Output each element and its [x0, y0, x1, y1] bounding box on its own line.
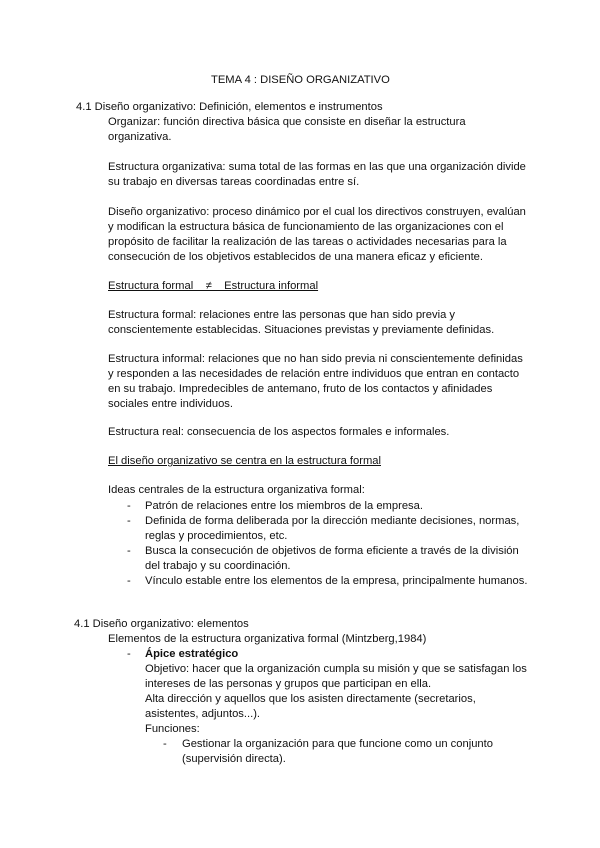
text-line: (supervisión directa).	[182, 753, 286, 765]
text-line: Vínculo estable entre los elementos de la empresa, principalmente humanos.	[145, 575, 528, 587]
text-line: Busca la consecución de objetivos de forma eficiente a través de la división	[145, 545, 519, 557]
text-line: Definida de forma deliberada por la dirección mediante decisiones, normas,	[145, 515, 520, 527]
bullet-dash: -	[127, 545, 131, 557]
text-line: organizativa.	[108, 131, 172, 143]
bullet-dash: -	[127, 500, 131, 512]
text-line: Objetivo: hacer que la organización cumpla su misión y que se satisfagan los	[145, 663, 527, 675]
text-line: sociales entre individuos.	[108, 398, 233, 410]
text-line: consecución de los objetivos establecidos de una manera eficaz y eficiente.	[108, 251, 484, 263]
section-heading-elementos: 4.1 Diseño organizativo: elementos	[74, 618, 249, 630]
bullet-dash: -	[127, 515, 131, 527]
text-line: y modifican la estructura básica de funcionamiento de las organizaciones con el	[108, 221, 504, 233]
text-line: intereses de las personas y grupos que participan en ella.	[145, 678, 432, 690]
underlined-statement: El diseño organizativo se centra en la estructura formal	[108, 455, 381, 467]
elements-subheading: Elementos de la estructura organizativa formal (Mintzberg,1984)	[108, 633, 427, 645]
text-line: y responden a las necesidades de relación entre individuos que entran en contacto	[108, 368, 520, 380]
text-line: propósito de facilitar la realización de las tareas o actividades necesarias para la	[108, 236, 507, 248]
document-title: TEMA 4 : DISEÑO ORGANIZATIVO	[211, 74, 390, 86]
text-line: reglas y procedimientos, etc.	[145, 530, 288, 542]
apice-estrategico-title: Ápice estratégico	[145, 648, 239, 660]
bullet-dash: -	[127, 648, 131, 660]
text-line: del trabajo y su coordinación.	[145, 560, 291, 572]
bullet-dash: -	[127, 575, 131, 587]
text-line: asistentes, adjuntos...).	[145, 708, 261, 720]
ideas-heading: Ideas centrales de la estructura organizativa formal:	[108, 484, 365, 496]
text-line: Gestionar la organización para que funcione como un conjunto	[182, 738, 493, 750]
text-line: en su trabajo. Impredecibles de antemano, fruto de los contactos y afinidades	[108, 383, 493, 395]
text-line: Diseño organizativo: proceso dinámico por el cual los directivos construyen, evalúan	[108, 206, 526, 218]
text-line: Estructura formal: relaciones entre las personas que han sido previa y	[108, 309, 455, 321]
text-line: Estructura informal: relaciones que no han sido previa ni conscientemente definidas	[108, 353, 523, 365]
text-line: Alta dirección y aquellos que los asisten directamente (secretarios,	[145, 693, 476, 705]
text-line: Organizar: función directiva básica que consiste en diseñar la estructura	[108, 116, 466, 128]
text-line: Estructura organizativa: suma total de las formas en las que una organización divide	[108, 161, 526, 173]
formal-vs-informal-heading: Estructura formal ≠ Estructura informal	[108, 280, 319, 292]
paragraph-estructura-real: Estructura real: consecuencia de los aspectos formales e informales.	[108, 426, 450, 438]
funciones-label: Funciones:	[145, 723, 200, 735]
text-line: su trabajo en diversas tareas coordinadas entre sí.	[108, 176, 360, 188]
text-line: Patrón de relaciones entre los miembros de la empresa.	[145, 500, 423, 512]
section-heading-definicion: 4.1 Diseño organizativo: Definición, elementos e instrumentos	[76, 101, 383, 113]
bullet-dash: -	[163, 738, 167, 750]
text-line: conscientemente establecidas. Situaciones previstas y previamente definidas.	[108, 324, 495, 336]
